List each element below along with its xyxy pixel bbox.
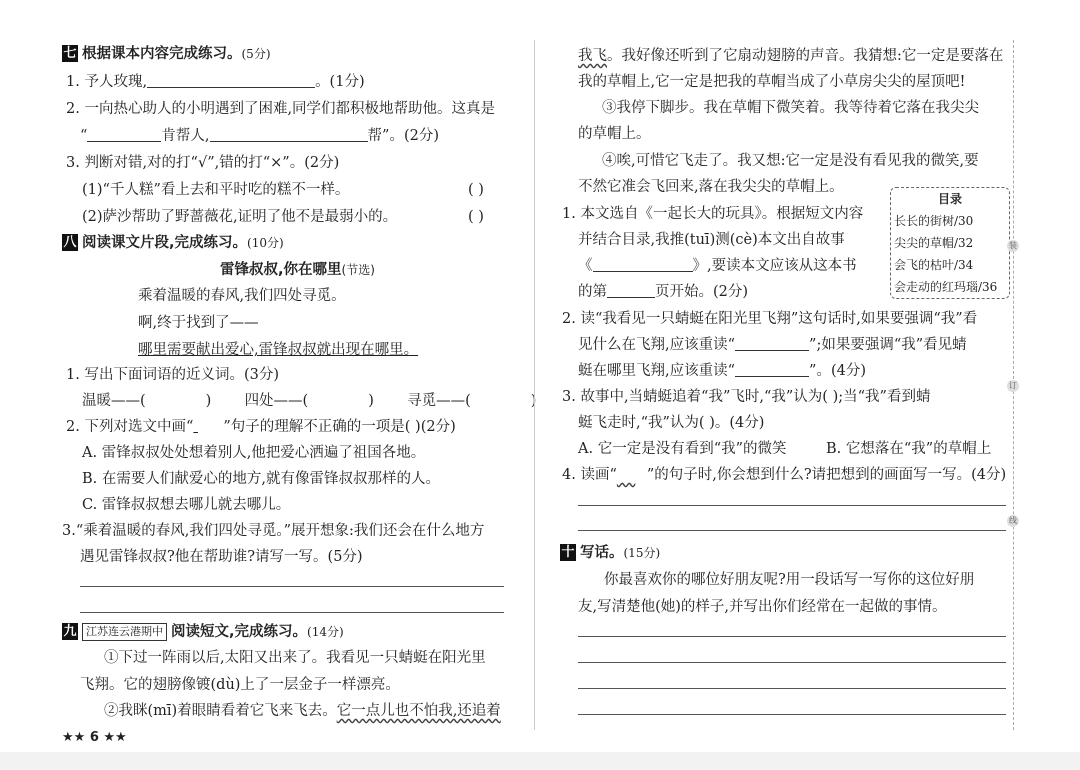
writing-prompt-cont: 友,写清楚他(她)的样子,并写出你们经常在一起做的事情。 [578,599,947,615]
answer-paren[interactable]: ( ) [468,182,484,198]
question-r-1-b: 并结合目录,我推(tuī)测(cè)本文出自故事 [578,232,845,248]
writing-line[interactable] [578,714,1006,715]
poem-line-2: 啊,终于找到了—— [138,315,259,331]
question-r-2-b: 见什么在飞翔,应该重读“ ”;如果要强调“我”看见蜻 [578,337,967,353]
question-r-1: 1. 本文选自《一起长大的玩具》。根据短文内容 [562,206,864,222]
writing-line[interactable] [578,662,1006,663]
toc-title: 目录 [937,192,962,206]
question-r-2-c: 蜓在哪里飞翔,应该重读“ ”。(4分) [578,363,866,379]
answer-paren[interactable]: ( ) [468,209,484,225]
writing-prompt: 你最喜欢你的哪位好朋友呢?用一段话写一写你的这位好朋 [604,572,975,588]
poem-line-3: 哪里需要献出爱心,雷锋叔叔就出现在哪里。 [138,342,419,358]
source-tag: 江苏连云港期中 [82,623,167,641]
writing-line[interactable] [578,688,1006,689]
question-r-2: 2. 读“我看见一只蜻蜓在阳光里飞翔”这句话时,如果要强调“我”看 [562,311,978,327]
passage-para-3: ③我停下脚步。我在草帽下微笑着。我等待着它落在我尖尖 [602,100,979,116]
section-number: 七 [63,46,77,61]
question-7-3: 3. 判断对错,对的打“√”,错的打“×”。(2分) [66,155,340,171]
column-divider [534,40,535,730]
question-7-2: 2. 一向热心助人的小明遇到了困难,同学们都积极地帮助他。这真是 [66,101,496,117]
binding-mark: 线 [1009,516,1017,525]
question-8-2: 2. 下列对选文中画“ ”句子的理解不正确的一项是( )(2分) [66,419,456,435]
page-bottom-strip [0,752,1080,770]
section-10-heading: 十 写话。(15分) [561,545,661,561]
question-r-4: 4. 读画“ ”的句子时,你会想到什么?请把想到的画面写一写。(4分) [562,467,1007,483]
passage-para-1-cont: 飞翔。它的翅膀像镀(dù)上了一层金子一样漂亮。 [80,677,400,693]
question-8-3: 3.“乘着温暖的春风,我们四处寻觅。”展开想象:我们还会在什么地方 [62,523,485,539]
question-7-2-blanks: “ 肯帮人, 帮”。(2分) [80,128,439,144]
toc-item: 会走动的红玛瑙/36 [894,280,998,294]
question-8-1: 1. 写出下面词语的近义词。(3分) [66,367,279,383]
option-a: A. 它一定是没有看到“我”的微笑 [578,441,787,457]
passage-para-4: ④唉,可惜它飞走了。我又想:它一定是没有看见我的微笑,要 [602,153,979,169]
passage-para-4-cont: 不然它准会飞回来,落在我尖尖的草帽上。 [578,179,844,195]
answer-blank[interactable] [147,73,315,88]
binding-mark: 装 [1009,241,1017,250]
question-r-3: 3. 故事中,当蜻蜓追着“我”飞时,“我”认为( );当“我”看到蜻 [562,389,931,405]
binding-mark: 订 [1009,381,1017,390]
option-b: B. 在需要人们献爱心的地方,就有像雷锋叔叔那样的人。 [82,471,440,487]
question-7-3-1: (1)“千人糕”看上去和平时吃的糕不一样。 [82,182,350,198]
question-8-3-cont: 遇见雷锋叔叔?他在帮助谁?请写一写。(5分) [80,549,363,565]
answer-blank[interactable] [210,127,368,142]
writing-line[interactable] [80,612,504,613]
question-r-3-b: 蜓飞走时,“我”认为( )。(4分) [578,415,765,431]
option-c: C. 雷锋叔叔想去哪儿就去哪儿。 [82,497,291,513]
poem-line-1: 乘着温暖的春风,我们四处寻觅。 [138,288,346,304]
section-9-heading: 九 江苏连云港期中 阅读短文,完成练习。(14分) [63,624,344,640]
page-number: ★★ 6 ★★ [62,730,127,745]
table-of-contents [890,187,1010,299]
writing-line[interactable] [578,636,1006,637]
poem-title: 雷锋叔叔,你在哪里(节选) [220,262,375,278]
passage-para-3-cont: 的草帽上。 [578,126,651,142]
question-7-1: 1. 予人玫瑰, 。(1分) [66,74,365,90]
passage-line-1: 我飞。我好像还听到了它扇动翅膀的声音。我猜想:它一定是要落在 [578,48,1004,64]
writing-line[interactable] [80,586,504,587]
question-r-1-d: 的第 页开始。(2分) [578,284,749,300]
answer-blank[interactable] [607,283,655,298]
writing-line[interactable] [578,505,1006,506]
section-7-heading: 七 根据课本内容完成练习。(5分) [63,46,271,62]
answer-blank[interactable] [87,127,161,142]
option-a: A. 雷锋叔叔处处想着别人,他把爱心洒遍了祖国各地。 [82,445,426,461]
toc-item: 会飞的枯叶/34 [894,258,974,272]
answer-blank[interactable] [735,362,809,377]
section-number: 八 [63,235,77,250]
writing-line[interactable] [578,530,1006,531]
section-number: 九 [63,624,77,639]
question-8-1-words: 温暖——( ) 四处——( ) 寻觅——( ) [82,393,537,409]
toc-item: 尖尖的草帽/32 [894,236,974,250]
section-8-heading: 八 阅读课文片段,完成练习。(10分) [63,235,284,251]
passage-para-1: ①下过一阵雨以后,太阳又出来了。我看见一只蜻蜓在阳光里 [104,650,486,666]
question-r-1-c: 《 》,要读本文应该从这本书 [578,258,857,274]
passage-para-2: ②我眯(mī)着眼睛看着它飞来飞去。它一点儿也不怕我,还追着 [104,703,501,719]
answer-blank[interactable] [735,336,809,351]
toc-item: 长长的街树/30 [894,214,974,228]
option-b: B. 它想落在“我”的草帽上 [826,441,992,457]
question-7-3-2: (2)萨沙帮助了野蔷薇花,证明了他不是最弱小的。 [82,209,398,225]
section-number: 十 [561,545,575,560]
passage-line-2: 我的草帽上,它一定是把我的草帽当成了小草房尖尖的屋顶吧! [578,74,966,90]
answer-blank[interactable] [593,257,693,272]
